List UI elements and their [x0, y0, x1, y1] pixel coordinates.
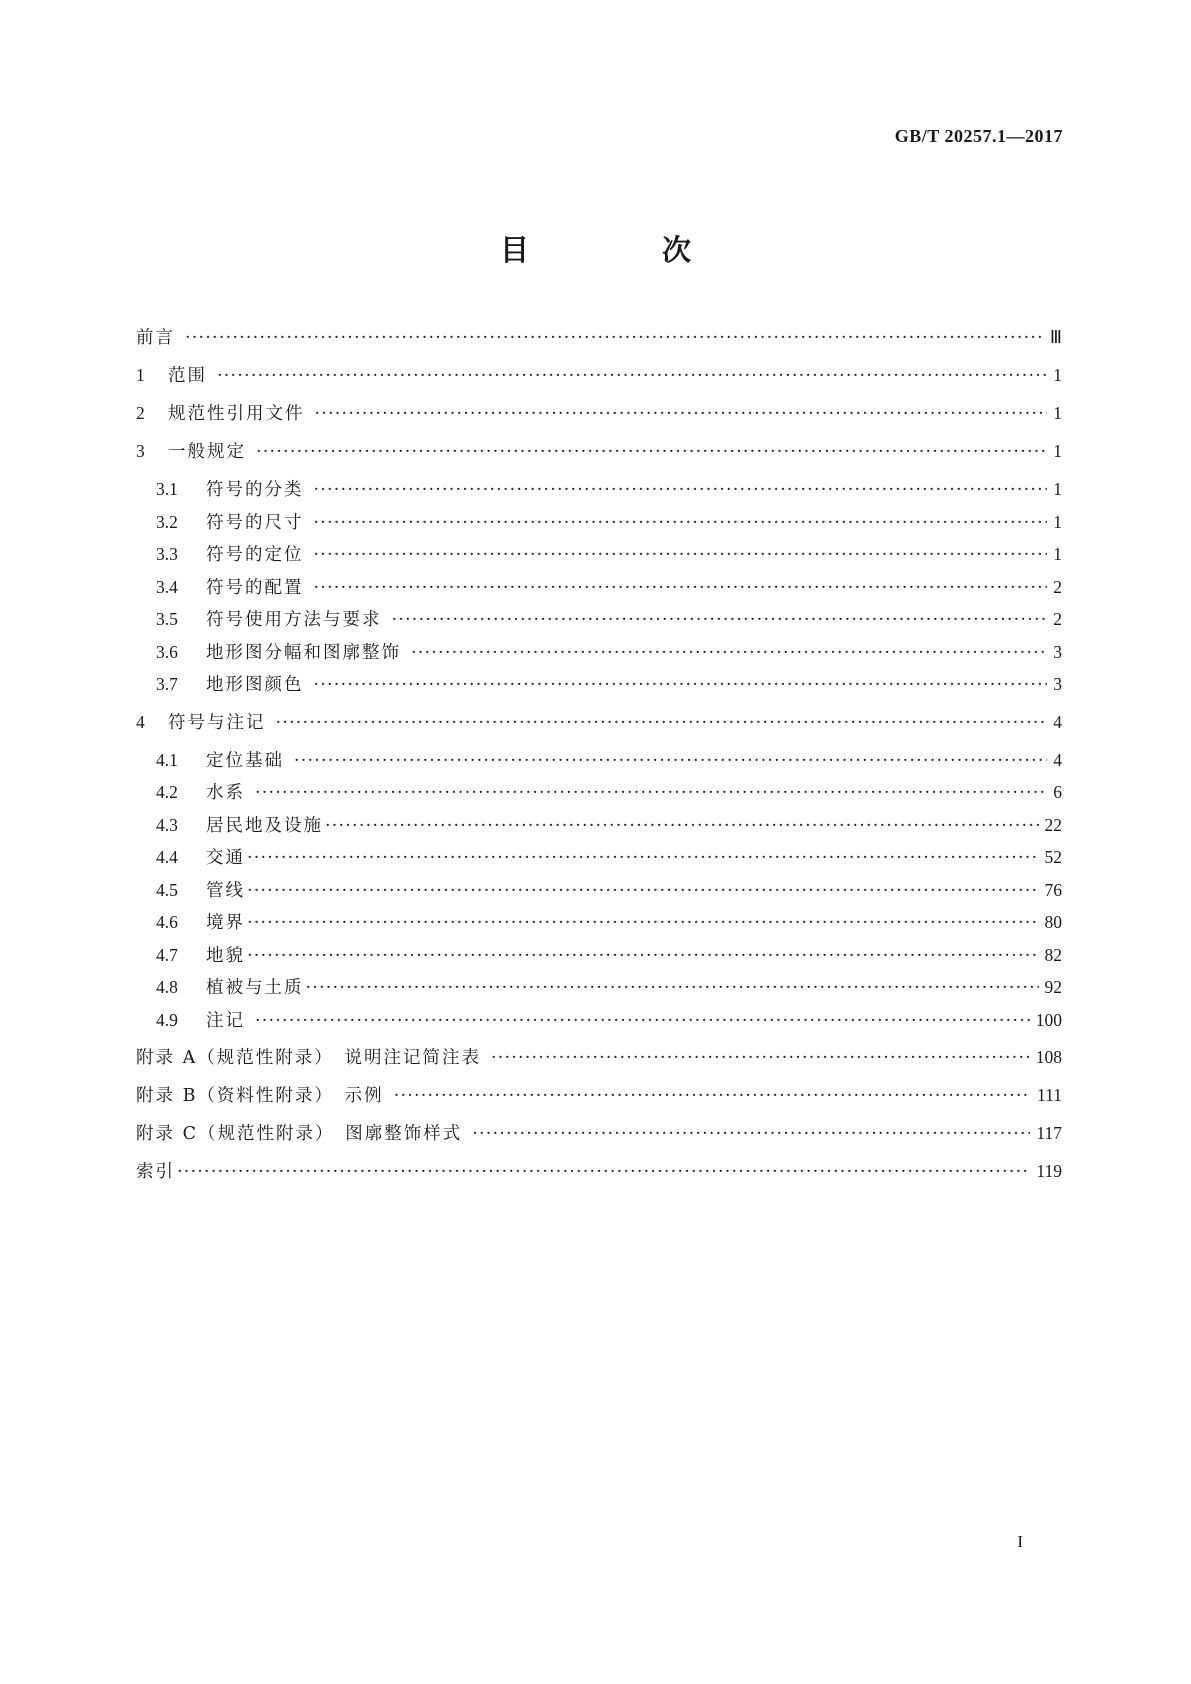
page-title: 目 次: [499, 233, 743, 267]
toc-entry-title: 水系: [206, 783, 245, 803]
toc-entry-title: 规范性引用文件: [168, 404, 305, 424]
toc-entry-title: 地貌: [206, 945, 245, 966]
toc-entry-page: 1: [1053, 544, 1062, 564]
toc-entry-page: 1: [1053, 403, 1062, 423]
toc-entry-number: 4: [136, 711, 145, 732]
toc-dot-leader: [294, 750, 1047, 772]
toc-entry-number: 4.8: [156, 977, 178, 997]
toc-entry[interactable]: [136, 576, 1062, 599]
toc-entry-page: 2: [1053, 576, 1062, 597]
page-number: I: [1017, 1532, 1023, 1551]
toc-entry-page: 76: [1044, 879, 1062, 900]
toc-entry[interactable]: [136, 641, 1062, 664]
toc-entry[interactable]: [136, 673, 1062, 696]
toc-dot-leader: [247, 912, 1039, 934]
toc-entry-title: 索引: [136, 1162, 175, 1182]
toc-entry-number: 4.9: [156, 1009, 178, 1030]
toc-dot-leader: [392, 609, 1048, 631]
toc-entry-page: 3: [1053, 674, 1062, 694]
toc-entry-title: 附录 C（规范性附录） 图廓整饰样式: [136, 1124, 463, 1144]
toc-entry-title: 居民地及设施: [206, 815, 323, 836]
toc-entry-title: 符号与注记: [168, 712, 266, 733]
toc-entry[interactable]: [136, 976, 1062, 999]
toc-entry-number: 4.2: [156, 782, 178, 802]
toc-entry-title: 符号的尺寸: [206, 512, 304, 533]
toc-entry[interactable]: [136, 402, 1062, 425]
toc-entry[interactable]: [136, 911, 1062, 934]
toc-entry[interactable]: [136, 781, 1062, 804]
toc-entry-title: 地形图分幅和图廓整饰: [206, 642, 401, 663]
toc-dot-leader: [217, 365, 1047, 387]
toc-entry-title: 前言: [136, 328, 175, 348]
toc-dot-leader: [411, 642, 1047, 664]
toc-entry-number: 1: [136, 365, 145, 385]
toc-entry-number: 3.3: [156, 544, 178, 564]
toc-entry-page: 2: [1053, 609, 1062, 629]
toc-entry[interactable]: [136, 944, 1062, 967]
toc-entry-number: 4.1: [156, 749, 178, 770]
toc-entry-page: 92: [1044, 977, 1062, 997]
toc-entry-number: 3.6: [156, 641, 178, 662]
toc-entry[interactable]: [136, 1084, 1062, 1107]
toc-dot-leader: [314, 577, 1048, 599]
toc-dot-leader: [177, 1161, 1030, 1183]
toc-entry-title: 植被与土质: [206, 978, 304, 998]
toc-dot-leader: [255, 782, 1047, 804]
toc-entry-number: 3.1: [156, 479, 178, 499]
toc-entry-title: 范围: [168, 366, 207, 386]
toc-entry[interactable]: [136, 608, 1062, 631]
toc-entry-number: 3: [136, 441, 145, 461]
toc-dot-leader: [256, 441, 1047, 463]
toc-dot-leader: [255, 1010, 1030, 1032]
toc-entry-page: 1: [1053, 479, 1062, 499]
toc-entry-page: 52: [1044, 847, 1062, 867]
toc-entry-title: 附录 A（规范性附录） 说明注记简注表: [136, 1048, 481, 1068]
toc-entry-title: 注记: [206, 1010, 245, 1031]
toc-dot-leader: [276, 712, 1048, 734]
toc-entry-title: 符号的定位: [206, 545, 304, 565]
toc-entry[interactable]: [136, 879, 1062, 902]
toc-entry-title: 境界: [206, 913, 245, 933]
toc-dot-leader: [315, 403, 1048, 425]
toc-entry-title: 符号的分类: [206, 480, 304, 500]
toc-entry-page: 1: [1053, 511, 1062, 532]
table-of-contents: [136, 326, 1062, 1198]
toc-entry-number: 4.6: [156, 912, 178, 932]
toc-dot-leader: [472, 1123, 1030, 1145]
toc-dot-leader: [314, 512, 1048, 534]
toc-entry-page: 117: [1036, 1123, 1062, 1143]
toc-entry-title: 一般规定: [168, 442, 246, 462]
toc-entry-page: 108: [1035, 1047, 1062, 1067]
toc-entry[interactable]: [136, 814, 1062, 837]
toc-entry-page: 4: [1053, 711, 1062, 732]
toc-entry-page: 6: [1053, 782, 1062, 802]
toc-dot-leader: [247, 847, 1039, 869]
toc-entry[interactable]: [136, 440, 1062, 463]
toc-entry[interactable]: [136, 846, 1062, 869]
toc-entry[interactable]: [136, 543, 1062, 566]
toc-entry[interactable]: [136, 326, 1062, 349]
toc-entry-number: 2: [136, 403, 145, 423]
toc-entry-title: 地形图颜色: [206, 675, 304, 695]
toc-dot-leader: [314, 674, 1048, 696]
toc-entry-page: 100: [1035, 1009, 1062, 1030]
toc-entry-page: 22: [1044, 814, 1062, 835]
toc-entry-page: 111: [1037, 1085, 1062, 1105]
toc-entry-number: 3.2: [156, 511, 178, 532]
toc-entry[interactable]: [136, 711, 1062, 734]
toc-dot-leader: [247, 880, 1039, 902]
toc-entry-page: 82: [1044, 944, 1062, 965]
toc-entry[interactable]: [136, 1046, 1062, 1069]
toc-entry[interactable]: [136, 1160, 1062, 1183]
toc-entry[interactable]: [136, 478, 1062, 501]
toc-entry-title: 附录 B（资料性附录） 示例: [136, 1086, 384, 1106]
toc-entry[interactable]: [136, 364, 1062, 387]
toc-entry-number: 4.7: [156, 944, 178, 965]
toc-dot-leader: [314, 544, 1048, 566]
toc-entry-title: 交通: [206, 848, 245, 868]
toc-entry-title: 符号的配置: [206, 577, 304, 598]
toc-entry-page: 1: [1053, 365, 1062, 385]
toc-entry-page: 1: [1053, 441, 1062, 461]
toc-entry-number: 4.5: [156, 879, 178, 900]
toc-entry-number: 3.5: [156, 609, 178, 629]
toc-dot-leader: [325, 815, 1039, 837]
toc-entry[interactable]: [136, 1009, 1062, 1032]
toc-entry-page: Ⅲ: [1049, 327, 1062, 347]
toc-entry-page: 4: [1053, 749, 1062, 770]
toc-entry-title: 符号使用方法与要求: [206, 610, 382, 630]
toc-dot-leader: [314, 479, 1048, 501]
toc-entry-title: 定位基础: [206, 750, 284, 771]
toc-dot-leader: [394, 1085, 1031, 1107]
toc-entry[interactable]: [136, 1122, 1062, 1145]
toc-entry-number: 4.4: [156, 847, 178, 867]
toc-dot-leader: [306, 977, 1039, 999]
toc-dot-leader: [247, 945, 1039, 967]
toc-entry-number: 3.4: [156, 576, 178, 597]
standard-code: GB/T 20257.1—2017: [894, 126, 1063, 146]
toc-entry-number: 3.7: [156, 674, 178, 694]
toc-entry-page: 80: [1044, 912, 1062, 932]
toc-entry-page: 3: [1053, 641, 1062, 662]
toc-entry-page: 119: [1036, 1161, 1062, 1181]
toc-entry-number: 4.3: [156, 814, 178, 835]
toc-dot-leader: [185, 327, 1044, 349]
toc-dot-leader: [491, 1047, 1030, 1069]
toc-entry[interactable]: [136, 749, 1062, 772]
toc-entry-title: 管线: [206, 880, 245, 901]
toc-entry[interactable]: [136, 511, 1062, 534]
